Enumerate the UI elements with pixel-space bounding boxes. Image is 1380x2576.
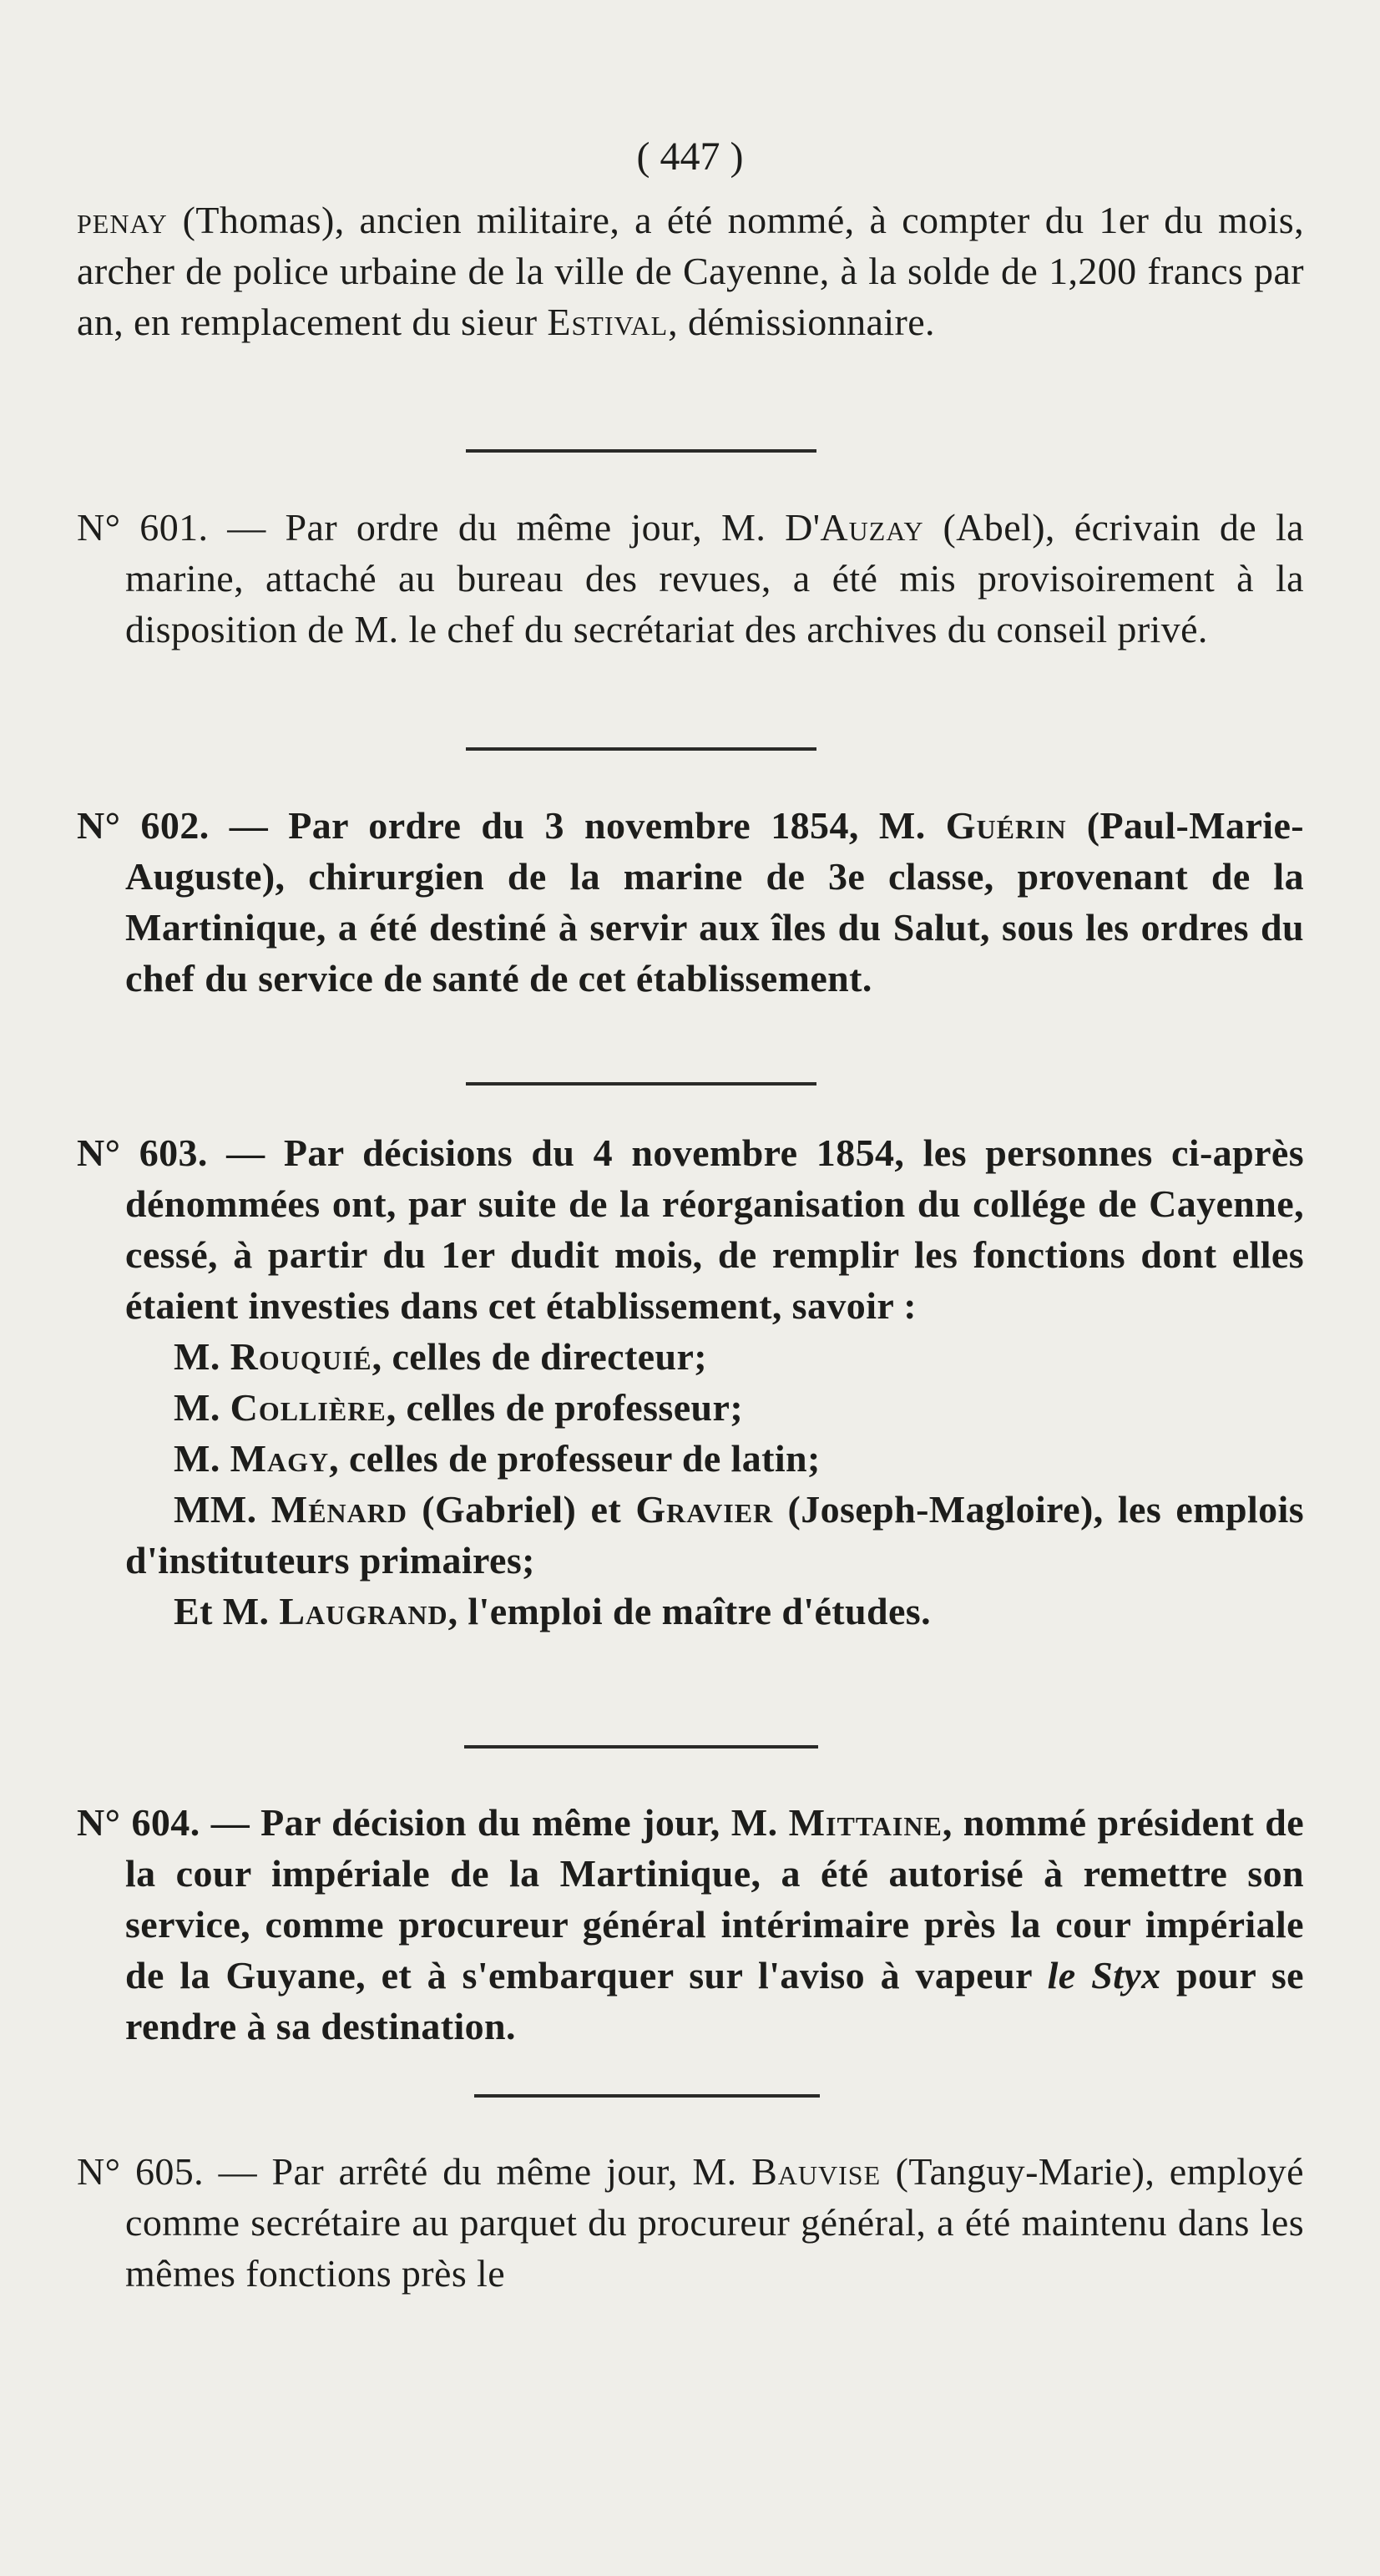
ship-name: le Styx	[1047, 1954, 1161, 1997]
entry-604	[77, 1797, 1304, 2052]
list-text: MM.	[174, 1488, 271, 1531]
entry-number: N° 602.	[77, 804, 210, 847]
list-text: , celles de directeur;	[372, 1335, 708, 1378]
paragraph-text: — Par ordre du 3 novembre 1854, M.	[209, 804, 946, 847]
divider-rule	[464, 1745, 818, 1749]
person-name: Collière	[230, 1386, 387, 1429]
divider-rule	[466, 449, 816, 453]
paragraph-text: (Abel), écrivain de la marine, attaché au bureau des revues, a été mis provisoirement à la disposition de M. le chef du secrétariat des archives du conseil privé.	[125, 506, 1304, 650]
person-name: Laugrand	[279, 1590, 448, 1632]
entry-602	[77, 800, 1304, 1004]
list-item	[77, 1586, 1304, 1637]
person-name: Magy	[230, 1437, 330, 1480]
list-item	[77, 1484, 1304, 1586]
entry-number: N° 604.	[77, 1801, 200, 1844]
person-name: Estival	[547, 301, 669, 343]
paragraph-text: (Tanguy-Marie), employé comme secrétaire au parquet du procureur général, a été maintenu dans les mêmes fonctions près le	[125, 2150, 1304, 2295]
list-text: , celles de professeur;	[386, 1386, 744, 1429]
person-name: Auzay	[820, 506, 924, 549]
divider-rule	[474, 2094, 820, 2098]
list-text: (Joseph-Magloire), les emplois d'instituteurs primaires;	[125, 1488, 1305, 1582]
entry-number: N° 603.	[77, 1131, 208, 1174]
list-text: , l'emploi de maître d'études.	[447, 1590, 932, 1632]
page-number: ( 447 )	[636, 134, 744, 179]
list-text: , celles de professeur de latin;	[329, 1437, 821, 1480]
person-name: Rouquié	[230, 1335, 372, 1378]
list-item	[77, 1382, 1304, 1433]
list-text: M.	[174, 1335, 230, 1378]
paragraph-text: — Par arrêté du même jour, M.	[204, 2150, 752, 2193]
continuation-paragraph	[77, 195, 1304, 347]
list-text: M.	[174, 1437, 230, 1480]
person-name: Mittaine	[788, 1801, 943, 1844]
list-item	[77, 1433, 1304, 1484]
paragraph-text: pour se rendre à sa destination.	[125, 1954, 1305, 2047]
list-item	[77, 1331, 1304, 1382]
person-name: Gravier	[635, 1488, 774, 1531]
entry-605	[77, 2146, 1304, 2299]
divider-rule	[466, 747, 816, 751]
paragraph-text: (Thomas), ancien militaire, a été nommé, à compter du 1er du mois, archer de police urbaine de la ville de Cayenne, à la solde de 1,200 francs par an, en remplacement du sieur	[77, 199, 1304, 343]
person-name: Ménard	[270, 1488, 407, 1531]
paragraph-text: , nommé président de la cour impériale de la Martinique, a été autorisé à remettre son service, comme procureur général intérimaire près la cour impériale de la Guyane, et à s'embarquer sur l'aviso à vapeur	[125, 1801, 1305, 1997]
entry-number: N° 601.	[77, 506, 209, 549]
paragraph-text: — Par ordre du même jour, M. D'	[208, 506, 821, 549]
entry-number: N° 605.	[77, 2150, 205, 2193]
entry-601	[77, 502, 1304, 655]
paragraph-text: (Paul-Marie-Auguste), chirurgien de la marine de 3e classe, provenant de la Martinique, a été destiné à servir aux îles du Salut, sous les ordres du chef du service de santé de cet établissement.	[125, 804, 1304, 1000]
paragraph-text: , démissionnaire.	[668, 301, 935, 343]
entry-603	[77, 1127, 1304, 1637]
person-name: penay	[77, 199, 168, 241]
person-name: Guérin	[945, 804, 1067, 847]
list-text: M.	[174, 1386, 230, 1429]
list-text: (Gabriel) et	[407, 1488, 636, 1531]
list-text: Et M.	[174, 1590, 280, 1632]
person-name: Bauvise	[751, 2150, 882, 2193]
paragraph-text: — Par décision du même jour, M.	[200, 1801, 789, 1844]
divider-rule	[466, 1082, 816, 1086]
paragraph-text: — Par décisions du 4 novembre 1854, les personnes ci-après dénommées ont, par suite de la réorganisation du collége de Cayenne, cessé, à partir du 1er dudit mois, de remplir les fonctions dont elles étaient investies dans cet établissement, savoir :	[125, 1131, 1305, 1327]
